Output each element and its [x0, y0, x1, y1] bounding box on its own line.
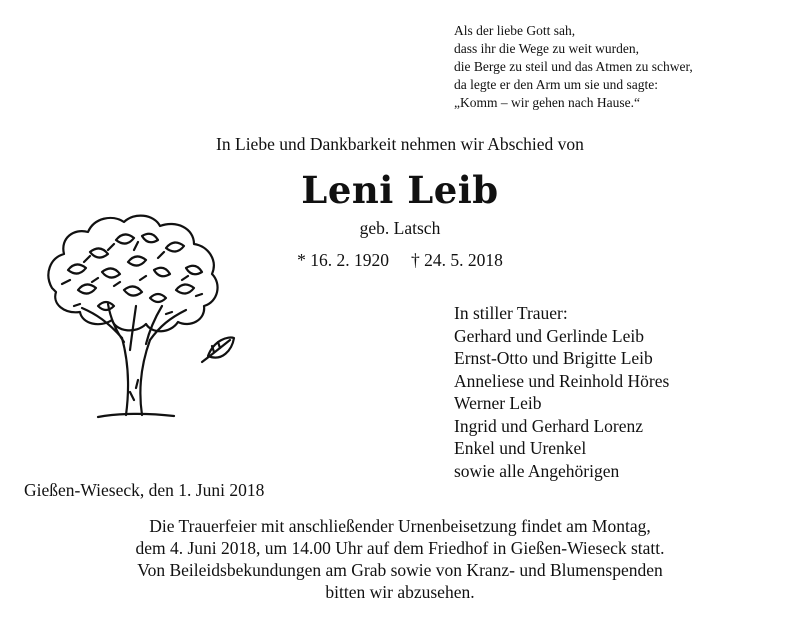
mourner-line: Gerhard und Gerlinde Leib — [454, 325, 644, 346]
tree-icon — [38, 210, 238, 425]
poem-line: da legte er den Arm um sie und sagte: — [454, 77, 658, 92]
poem — [454, 22, 693, 112]
mourner-line: Ernst-Otto und Brigitte Leib — [454, 348, 653, 368]
mourner-line: Werner Leib — [454, 393, 542, 413]
mourner-line: Anneliese und Reinhold Höres — [454, 370, 670, 391]
poem-line: „Komm – wir gehen nach Hause.“ — [454, 95, 640, 110]
mourner-line: sowie alle Angehörigen — [454, 460, 620, 481]
birth-date: * 16. 2. 1920 — [297, 250, 389, 270]
service-line: bitten wir abzusehen. — [325, 582, 475, 602]
poem-line: Als der liebe Gott sah, — [454, 23, 576, 38]
poem-line: dass ihr die Wege zu weit wurden, — [454, 41, 639, 56]
poem-line: die Berge zu steil und das Atmen zu schwer, — [454, 59, 693, 74]
mourner-line: Enkel und Urenkel — [454, 438, 587, 458]
service-line: dem 4. Juni 2018, um 14.00 Uhr auf dem Friedhof in Gießen-Wieseck statt. — [135, 538, 665, 558]
mourners-heading: In stiller Trauer: — [454, 303, 568, 323]
intro-text: In Liebe und Dankbarkeit nehmen wir Abschied von — [216, 134, 584, 154]
mourners-list — [454, 302, 669, 482]
mourner-line: Ingrid und Gerhard Lorenz — [454, 415, 644, 436]
deceased-name: Leni Leib — [301, 168, 499, 212]
service-info — [0, 515, 800, 603]
death-date: † 24. 5. 2018 — [411, 250, 503, 270]
service-line: Die Trauerfeier mit anschließender Urnenbeisetzung findet am Montag, — [149, 516, 651, 536]
place-and-date: Gießen-Wieseck, den 1. Juni 2018 — [24, 480, 265, 500]
maiden-name: geb. Latsch — [359, 218, 441, 238]
service-line: Von Beileidsbekundungen am Grab sowie von Kranz- und Blumenspenden — [137, 560, 663, 580]
